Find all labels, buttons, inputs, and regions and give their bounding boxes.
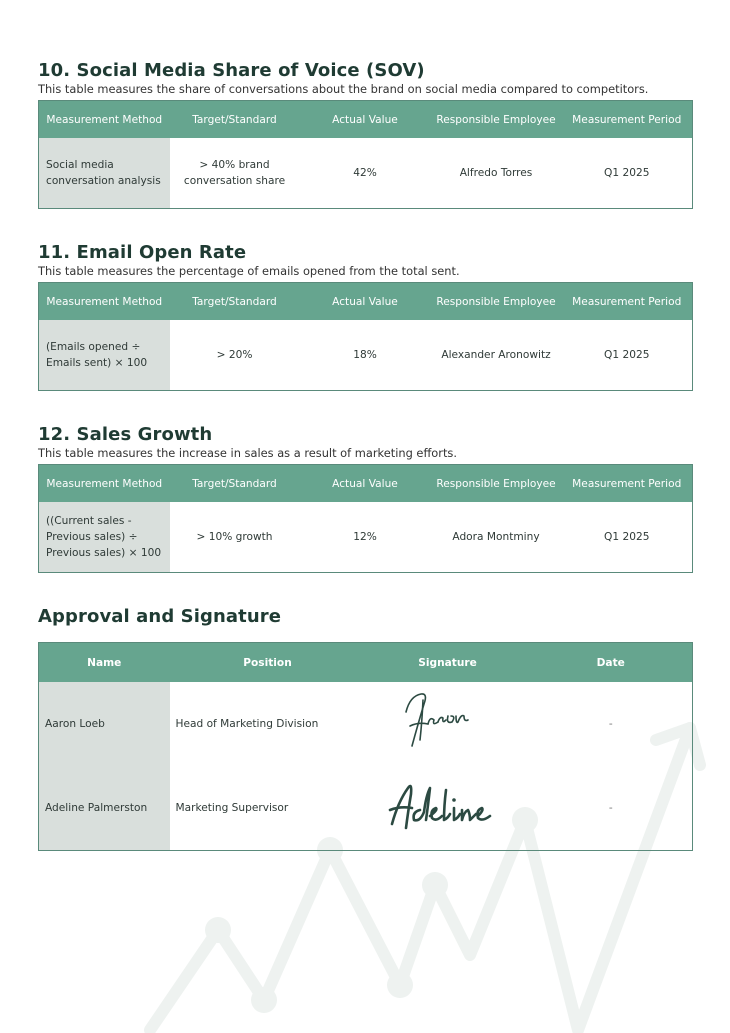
header-measurement-period: Measurement Period [562, 465, 693, 503]
header-name: Name [39, 643, 170, 683]
cell-signature [366, 682, 530, 766]
kpi-table-email [38, 282, 693, 391]
header-measurement-method: Measurement Method [39, 283, 170, 321]
section-sov [38, 60, 692, 209]
section-sales-growth [38, 424, 692, 573]
signature-aaron-icon [366, 682, 530, 766]
target-line: conversation share [183, 174, 286, 187]
header-target-standard: Target/Standard [170, 101, 300, 139]
table-row [39, 502, 693, 572]
section-description: This table measures the share of conversations about the brand on social media compared to competitors. [38, 82, 649, 96]
target-line: > 40% brand [199, 158, 270, 171]
header-responsible-employee: Responsible Employee [431, 283, 562, 321]
section-description: This table measures the increase in sales as a result of marketing efforts. [38, 446, 457, 460]
section-title: 11. Email Open Rate [38, 242, 247, 263]
section-title: 10. Social Media Share of Voice (SOV) [38, 60, 425, 81]
cell-name: Adeline Palmerston [39, 766, 170, 851]
header-measurement-period: Measurement Period [562, 101, 693, 139]
signature-table [38, 642, 693, 851]
method-line: conversation analysis [46, 174, 161, 187]
header-date: Date [530, 643, 693, 683]
header-responsible-employee: Responsible Employee [431, 101, 562, 139]
table-row [39, 138, 693, 208]
method-line: ((Current sales - [46, 514, 132, 527]
cell-actual: 12% [353, 530, 377, 543]
table-header-row [39, 101, 693, 139]
cell-method [39, 320, 170, 390]
section-approval [38, 606, 692, 851]
table-row [39, 682, 693, 766]
signature-adeline-icon [366, 766, 530, 850]
header-target-standard: Target/Standard [170, 465, 300, 503]
kpi-table-sales [38, 464, 693, 573]
method-line: (Emails opened ÷ [46, 340, 141, 353]
cell-period: Q1 2025 [604, 348, 650, 361]
method-line: Previous sales) × 100 [46, 546, 162, 559]
header-actual-value: Actual Value [300, 283, 431, 321]
table-header-row [39, 283, 693, 321]
approval-title: Approval and Signature [38, 606, 282, 627]
section-title: 12. Sales Growth [38, 424, 213, 445]
method-line: Social media [46, 158, 114, 171]
table-row [39, 320, 693, 390]
header-position: Position [170, 643, 366, 683]
cell-signature [366, 766, 530, 851]
header-target-standard: Target/Standard [170, 283, 300, 321]
header-responsible-employee: Responsible Employee [431, 465, 562, 503]
cell-method [39, 502, 170, 572]
cell-target: > 20% [216, 348, 253, 361]
table-header-row [39, 465, 693, 503]
cell-actual: 18% [353, 348, 377, 361]
cell-method [39, 138, 170, 208]
cell-actual: 42% [353, 166, 377, 179]
kpi-table-sov [38, 100, 693, 209]
cell-target [170, 138, 300, 208]
header-measurement-method: Measurement Method [39, 101, 170, 139]
cell-employee: Alfredo Torres [459, 166, 533, 179]
cell-date: - [608, 802, 613, 814]
cell-period: Q1 2025 [604, 530, 650, 543]
header-measurement-method: Measurement Method [39, 465, 170, 503]
cell-position: Head of Marketing Division [175, 718, 319, 730]
cell-name: Aaron Loeb [39, 682, 170, 766]
cell-period: Q1 2025 [604, 166, 650, 179]
header-actual-value: Actual Value [300, 465, 431, 503]
method-line: Emails sent) × 100 [46, 356, 148, 369]
cell-date: - [608, 718, 613, 730]
cell-employee: Alexander Aronowitz [441, 348, 551, 361]
section-description: This table measures the percentage of emails opened from the total sent. [38, 264, 460, 278]
header-actual-value: Actual Value [300, 101, 431, 139]
table-row [39, 766, 693, 851]
table-header-row [39, 643, 693, 683]
cell-target: > 10% growth [196, 530, 273, 543]
method-line: Previous sales) ÷ [46, 530, 138, 543]
cell-position: Marketing Supervisor [175, 802, 289, 814]
header-measurement-period: Measurement Period [562, 283, 693, 321]
header-signature: Signature [366, 643, 530, 683]
cell-employee: Adora Montminy [452, 530, 540, 543]
section-email-open-rate [38, 242, 692, 391]
